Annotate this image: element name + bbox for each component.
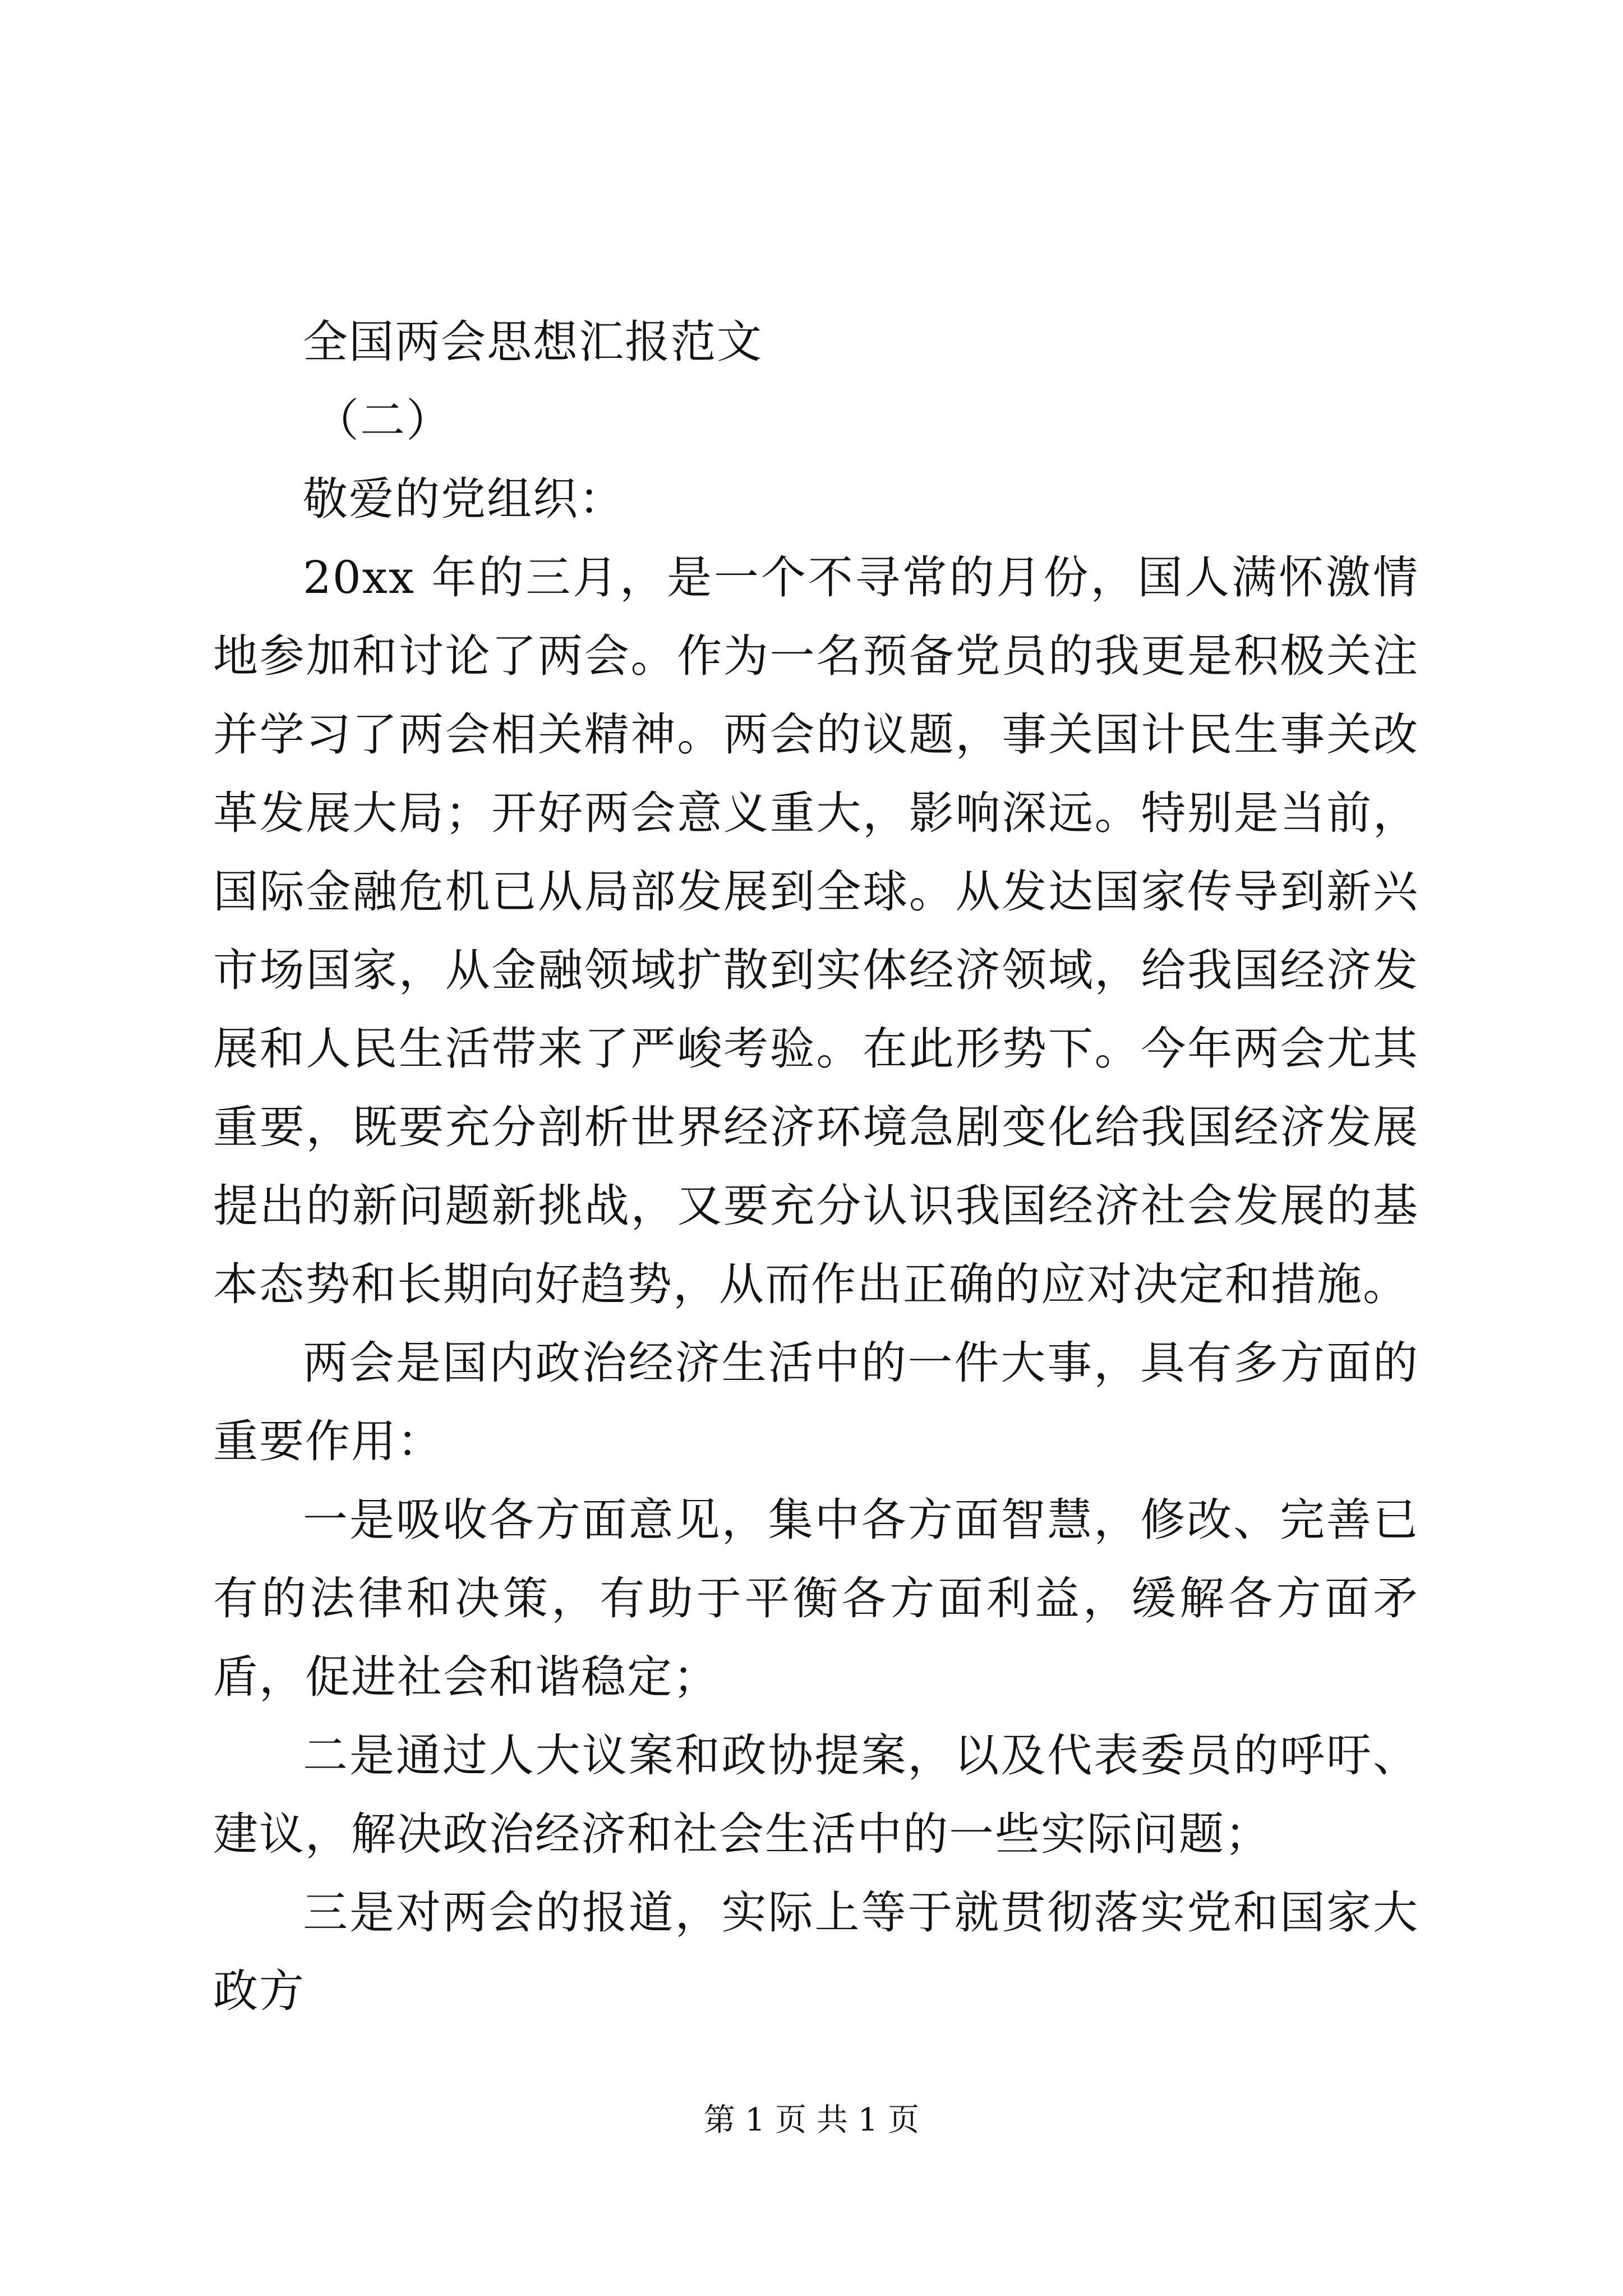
paragraph-1: 20xx 年的三月，是一个不寻常的月份，国人满怀激情地参加和讨论了两会。作为一名预备党员的我更是积极关注并学习了两会相关精神。两会的议题，事关国计民生事关改革发展大局；开好两会意义重大，影响深远。特别是当前，国际金融危机已从局部发展到全球。从发达国家传导到新兴市场国家，从金融领域扩散到实体经济领域，给我国经济发展和人民生活带来了严峻考验。在此形势下。今年两会尤其重要，既要充分剖析世界经济环境急剧变化给我国经济发展提出的新问题新挑战，又要充分认识我国经济社会发展的基本态势和长期向好趋势，从而作出正确的应对决定和措施。 (213, 551, 1419, 1310)
paragraph-4: 二是通过人大议案和政协提案，以及代表委员的呼吁、建议，解决政治经济和社会生活中的一些实际问题； (213, 1729, 1419, 1860)
paragraph-3: 一是吸收各方面意见，集中各方面智慧，修改、完善已有的法律和决策，有助于平衡各方面利益，缓解各方面矛盾，促进社会和谐稳定； (213, 1494, 1419, 1703)
page-footer: 第 1 页 共 1 页 (703, 2102, 920, 2138)
salutation: 敬爱的党组织： (303, 473, 625, 525)
document-subtitle: （二） (314, 394, 452, 447)
document-body (213, 303, 1419, 2031)
paragraph-2: 两会是国内政治经济生活中的一件大事，具有多方面的重要作用： (213, 1337, 1419, 1467)
paragraph-5: 三是对两会的报道，实际上等于就贯彻落实党和国家大政方 (213, 1887, 1419, 2017)
document-title: 全国两会思想汇报范文 (303, 316, 763, 368)
